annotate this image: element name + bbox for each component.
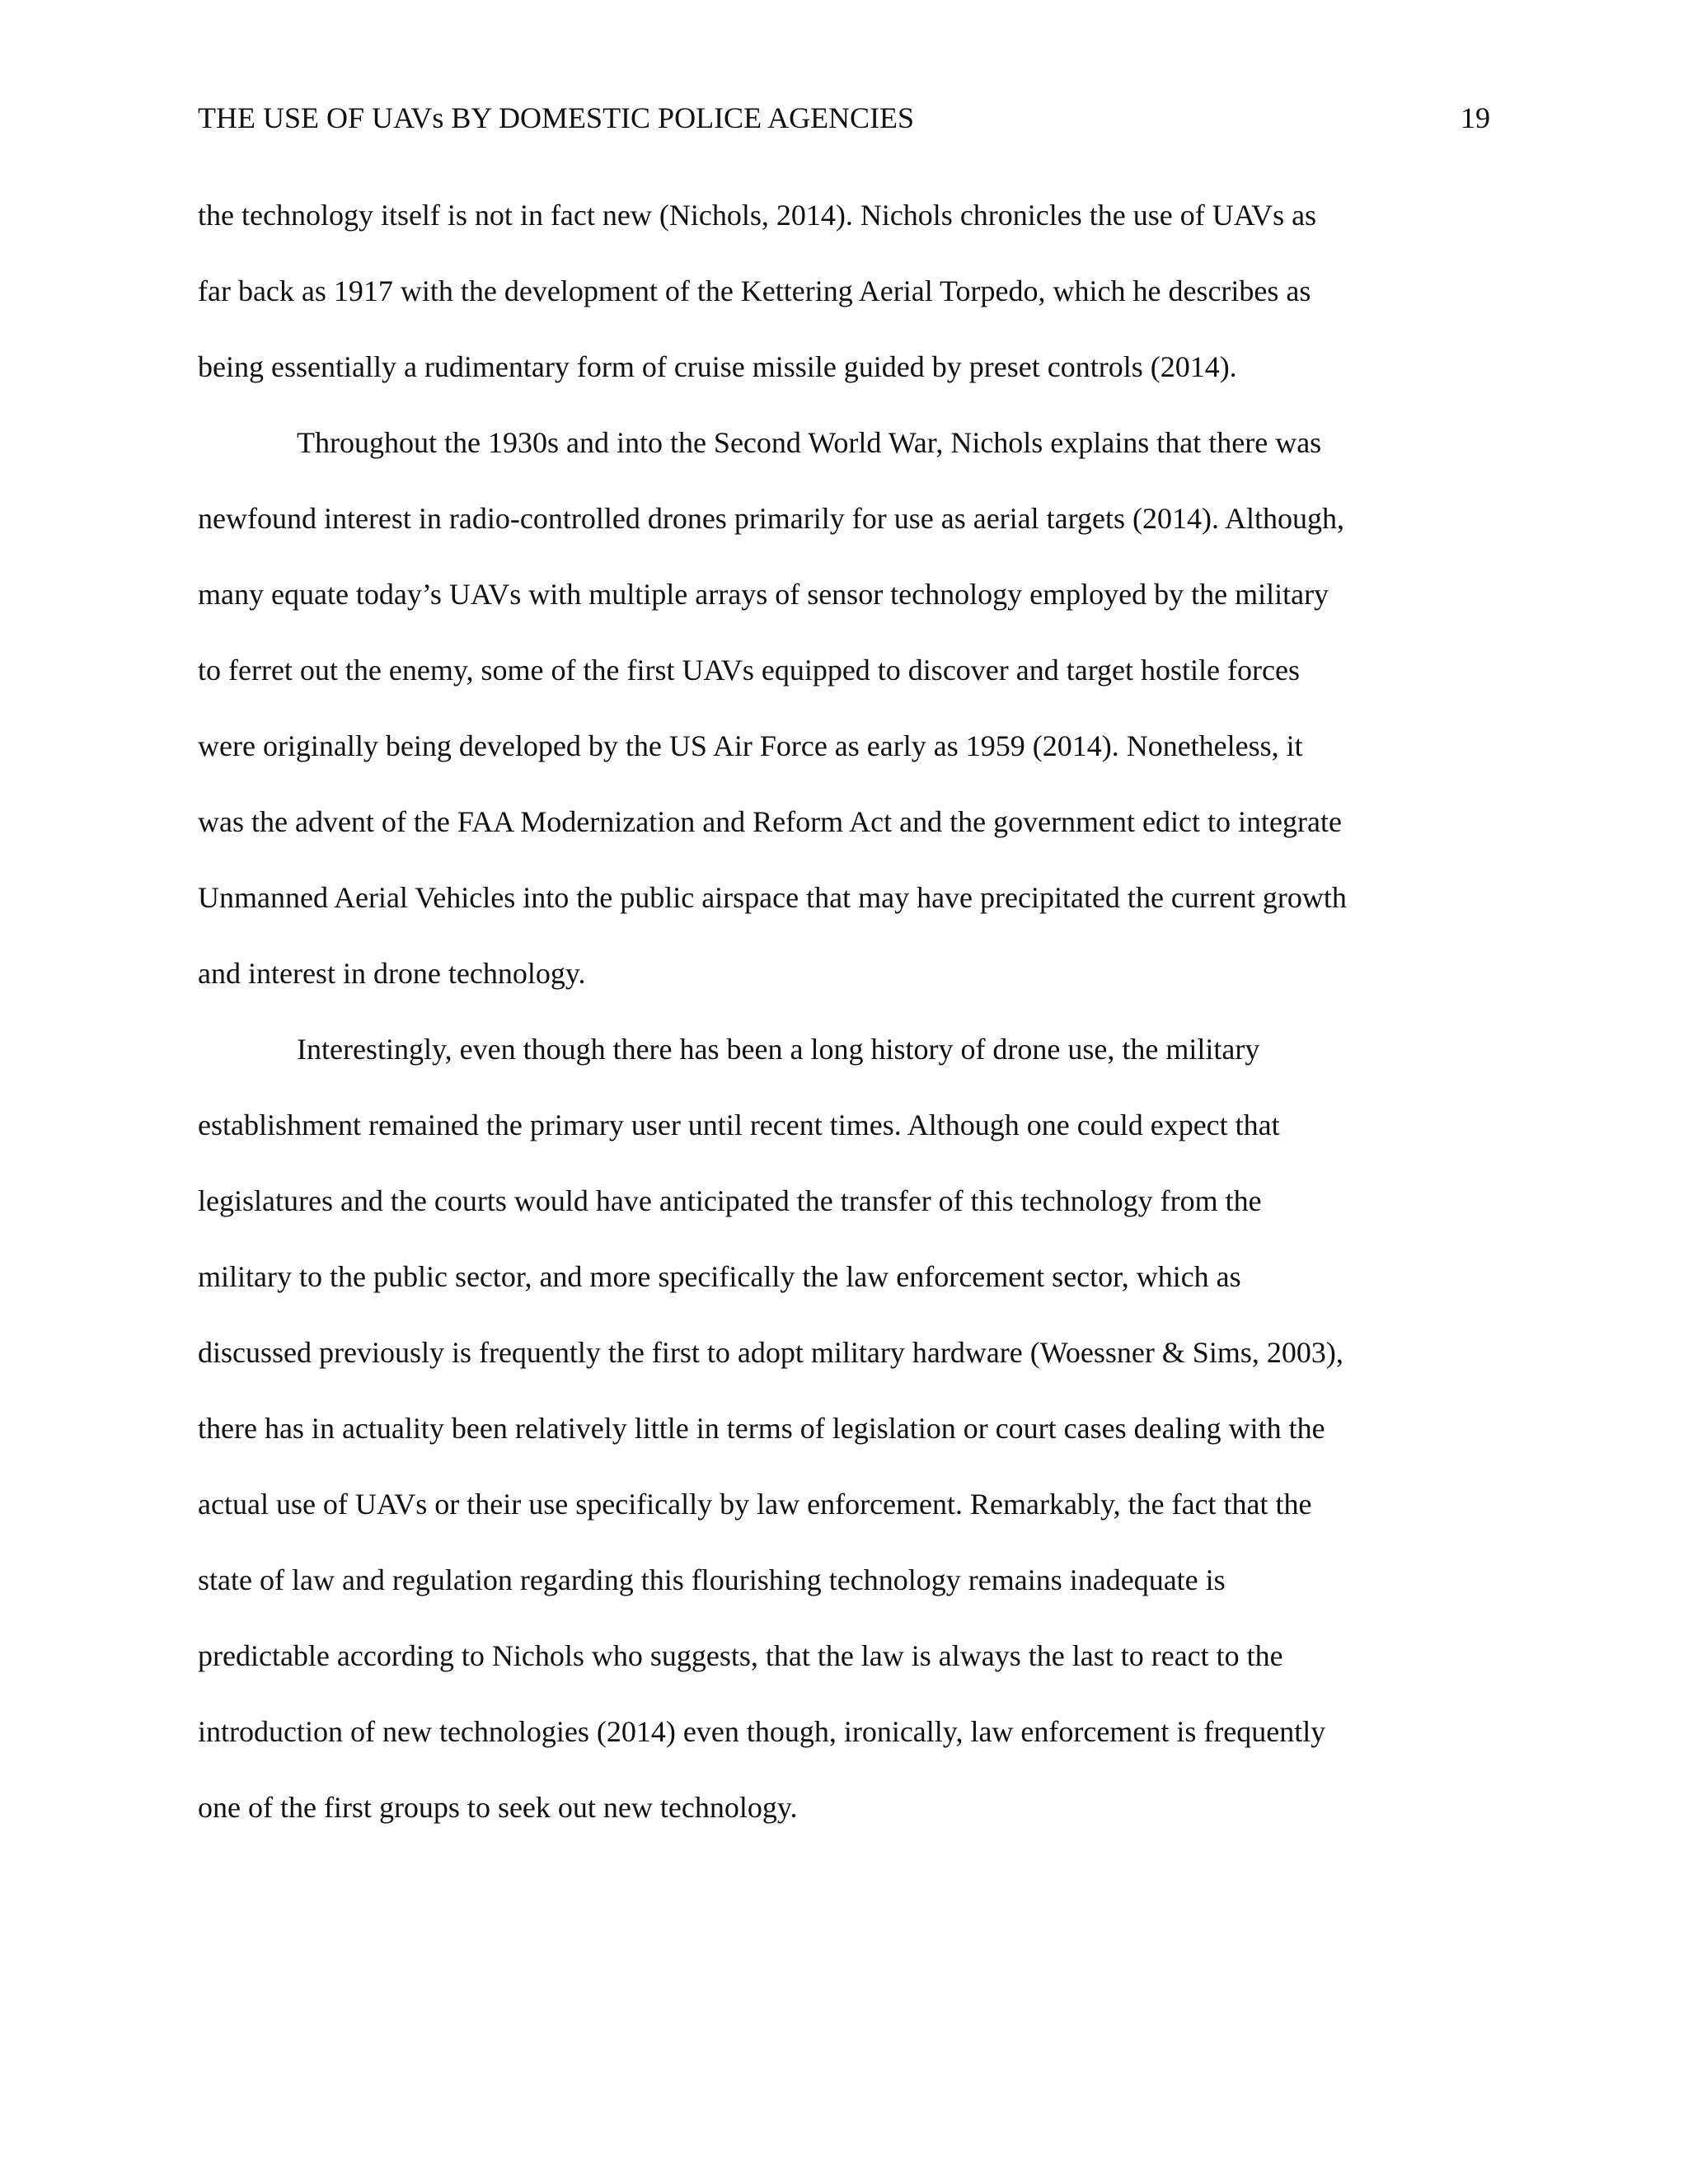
text-line: far back as 1917 with the development of the Kettering Aerial Torpedo, which he describes as [198,274,1311,307]
text-line: introduction of new technologies (2014) even though, ironically, law enforcement is frequently [198,1715,1326,1748]
page-number: 19 [1461,101,1490,134]
text-line: actual use of UAVs or their use specifically by law enforcement. Remarkably, the fact that the [198,1488,1312,1521]
running-head: THE USE OF UAVs BY DOMESTIC POLICE AGENCIES [198,101,915,134]
text-line: many equate today’s UAVs with multiple arrays of sensor technology employed by the military [198,578,1329,611]
text-line: was the advent of the FAA Modernization and Reform Act and the government edict to integrate [198,805,1342,838]
text-line: being essentially a rudimentary form of cruise missile guided by preset controls (2014). [198,350,1237,383]
text-line: military to the public sector, and more specifically the law enforcement sector, which as [198,1260,1241,1293]
text-line: state of law and regulation regarding this flourishing technology remains inadequate is [198,1563,1226,1596]
text-line: one of the first groups to seek out new technology. [198,1791,798,1824]
text-line: were originally being developed by the US Air Force as early as 1959 (2014). Nonetheless, it [198,729,1303,762]
paragraph-start-line: Throughout the 1930s and into the Second World War, Nichols explains that there was [297,426,1322,459]
text-line: the technology itself is not in fact new (Nichols, 2014). Nichols chronicles the use of UAVs as [198,199,1317,232]
paragraph-start-line: Interestingly, even though there has been a long history of drone use, the military [297,1033,1260,1066]
body-text [198,194,1490,1863]
text-line: predictable according to Nichols who suggests, that the law is always the last to react to the [198,1639,1283,1672]
text-line: newfound interest in radio-controlled drones primarily for use as aerial targets (2014). Although, [198,502,1344,535]
text-line: discussed previously is frequently the first to adopt military hardware (Woessner & Sims, 2003), [198,1336,1343,1369]
text-line: Unmanned Aerial Vehicles into the public airspace that may have precipitated the current growth [198,881,1347,914]
text-line: establishment remained the primary user until recent times. Although one could expect that [198,1108,1280,1141]
text-line: there has in actuality been relatively little in terms of legislation or court cases dealing with the [198,1412,1325,1445]
page-header [198,97,1490,138]
text-line: legislatures and the courts would have anticipated the transfer of this technology from the [198,1184,1262,1217]
text-line: to ferret out the enemy, some of the first UAVs equipped to discover and target hostile forces [198,654,1300,687]
text-line: and interest in drone technology. [198,957,586,990]
